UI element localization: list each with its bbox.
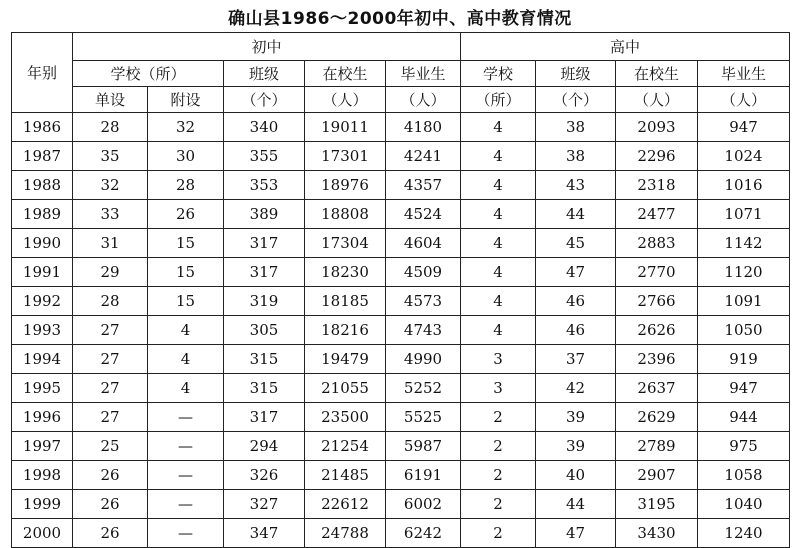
cell-junior-enrolled: 18976	[305, 171, 386, 200]
cell-junior-single: 28	[73, 113, 148, 142]
cell-senior-schools: 2	[461, 461, 536, 490]
cell-junior-enrolled: 18808	[305, 200, 386, 229]
cell-junior-attached: —	[148, 432, 224, 461]
cell-junior-single: 33	[73, 200, 148, 229]
table-row	[12, 403, 790, 432]
cell-junior-single: 29	[73, 258, 148, 287]
cell-junior-classes: 389	[224, 200, 305, 229]
cell-senior-enrolled: 2296	[616, 142, 698, 171]
cell-senior-schools: 4	[461, 171, 536, 200]
cell-junior-attached: 32	[148, 113, 224, 142]
education-table	[11, 32, 790, 548]
header-junior-graduates-unit: （人）	[386, 87, 461, 113]
cell-senior-schools: 4	[461, 113, 536, 142]
cell-year: 1999	[12, 490, 73, 519]
cell-senior-classes: 42	[536, 374, 616, 403]
header-senior-enrolled-unit: （人）	[616, 87, 698, 113]
cell-junior-graduates: 4573	[386, 287, 461, 316]
cell-junior-enrolled: 24788	[305, 519, 386, 548]
cell-senior-graduates: 919	[698, 345, 790, 374]
header-year: 年别	[12, 33, 73, 113]
cell-junior-enrolled: 19479	[305, 345, 386, 374]
cell-junior-single: 26	[73, 490, 148, 519]
cell-junior-attached: 4	[148, 345, 224, 374]
table-row	[12, 287, 790, 316]
cell-junior-classes: 294	[224, 432, 305, 461]
cell-senior-enrolled: 2789	[616, 432, 698, 461]
cell-junior-enrolled: 17301	[305, 142, 386, 171]
cell-junior-attached: —	[148, 490, 224, 519]
cell-senior-schools: 4	[461, 287, 536, 316]
cell-senior-classes: 47	[536, 519, 616, 548]
cell-year: 1990	[12, 229, 73, 258]
cell-senior-schools: 2	[461, 490, 536, 519]
cell-senior-graduates: 947	[698, 113, 790, 142]
cell-junior-enrolled: 21055	[305, 374, 386, 403]
cell-junior-graduates: 4180	[386, 113, 461, 142]
cell-senior-schools: 4	[461, 200, 536, 229]
cell-senior-classes: 46	[536, 316, 616, 345]
cell-year: 1987	[12, 142, 73, 171]
cell-junior-single: 27	[73, 374, 148, 403]
cell-junior-graduates: 4357	[386, 171, 461, 200]
cell-senior-enrolled: 2396	[616, 345, 698, 374]
table-header	[12, 33, 790, 113]
cell-senior-classes: 47	[536, 258, 616, 287]
cell-junior-enrolled: 18185	[305, 287, 386, 316]
cell-senior-classes: 46	[536, 287, 616, 316]
cell-junior-attached: 30	[148, 142, 224, 171]
cell-junior-graduates: 4509	[386, 258, 461, 287]
cell-senior-enrolled: 2318	[616, 171, 698, 200]
cell-senior-enrolled: 2629	[616, 403, 698, 432]
cell-senior-classes: 45	[536, 229, 616, 258]
cell-year: 2000	[12, 519, 73, 548]
cell-year: 1991	[12, 258, 73, 287]
cell-senior-schools: 2	[461, 519, 536, 548]
cell-junior-attached: 28	[148, 171, 224, 200]
table-row	[12, 258, 790, 287]
cell-junior-graduates: 4241	[386, 142, 461, 171]
cell-year: 1986	[12, 113, 73, 142]
header-junior-enrolled: 在校生	[305, 61, 386, 87]
cell-senior-classes: 39	[536, 432, 616, 461]
cell-junior-enrolled: 21254	[305, 432, 386, 461]
table-row	[12, 345, 790, 374]
cell-junior-classes: 315	[224, 345, 305, 374]
table-body	[12, 113, 790, 548]
header-junior-enrolled-unit: （人）	[305, 87, 386, 113]
cell-junior-single: 28	[73, 287, 148, 316]
cell-junior-classes: 355	[224, 142, 305, 171]
cell-junior-graduates: 6191	[386, 461, 461, 490]
cell-senior-schools: 4	[461, 316, 536, 345]
cell-junior-enrolled: 22612	[305, 490, 386, 519]
cell-senior-enrolled: 3430	[616, 519, 698, 548]
cell-year: 1993	[12, 316, 73, 345]
cell-senior-enrolled: 3195	[616, 490, 698, 519]
cell-junior-classes: 315	[224, 374, 305, 403]
cell-year: 1988	[12, 171, 73, 200]
cell-senior-schools: 4	[461, 258, 536, 287]
cell-junior-single: 26	[73, 519, 148, 548]
cell-junior-attached: 15	[148, 229, 224, 258]
table-row	[12, 461, 790, 490]
table-row	[12, 171, 790, 200]
cell-senior-classes: 38	[536, 142, 616, 171]
cell-junior-classes: 305	[224, 316, 305, 345]
cell-junior-classes: 353	[224, 171, 305, 200]
cell-senior-schools: 3	[461, 345, 536, 374]
header-senior-graduates: 毕业生	[698, 61, 790, 87]
cell-junior-graduates: 5987	[386, 432, 461, 461]
cell-senior-classes: 44	[536, 490, 616, 519]
cell-junior-attached: —	[148, 519, 224, 548]
table-row	[12, 374, 790, 403]
cell-junior-single: 27	[73, 345, 148, 374]
cell-senior-graduates: 1071	[698, 200, 790, 229]
table-row	[12, 490, 790, 519]
cell-senior-schools: 2	[461, 432, 536, 461]
cell-junior-single: 32	[73, 171, 148, 200]
cell-senior-classes: 44	[536, 200, 616, 229]
cell-senior-schools: 4	[461, 229, 536, 258]
cell-junior-classes: 327	[224, 490, 305, 519]
cell-junior-graduates: 4524	[386, 200, 461, 229]
cell-senior-graduates: 1120	[698, 258, 790, 287]
header-senior-schools-unit: （所）	[461, 87, 536, 113]
cell-year: 1989	[12, 200, 73, 229]
cell-senior-graduates: 947	[698, 374, 790, 403]
cell-junior-single: 26	[73, 461, 148, 490]
cell-junior-classes: 317	[224, 403, 305, 432]
cell-year: 1992	[12, 287, 73, 316]
cell-year: 1998	[12, 461, 73, 490]
cell-junior-classes: 319	[224, 287, 305, 316]
cell-senior-enrolled: 2637	[616, 374, 698, 403]
cell-senior-graduates: 1142	[698, 229, 790, 258]
cell-junior-single: 27	[73, 403, 148, 432]
cell-junior-graduates: 5525	[386, 403, 461, 432]
cell-junior-classes: 340	[224, 113, 305, 142]
cell-junior-graduates: 4604	[386, 229, 461, 258]
table-row	[12, 316, 790, 345]
cell-junior-attached: 15	[148, 258, 224, 287]
cell-senior-classes: 37	[536, 345, 616, 374]
cell-junior-graduates: 6002	[386, 490, 461, 519]
cell-junior-classes: 326	[224, 461, 305, 490]
header-senior-enrolled: 在校生	[616, 61, 698, 87]
header-single: 单设	[73, 87, 148, 113]
table-title: 确山县1986～2000年初中、高中教育情况	[228, 9, 572, 29]
cell-junior-single: 25	[73, 432, 148, 461]
cell-senior-enrolled: 2883	[616, 229, 698, 258]
cell-junior-single: 31	[73, 229, 148, 258]
cell-junior-classes: 317	[224, 229, 305, 258]
cell-junior-attached: —	[148, 461, 224, 490]
cell-senior-graduates: 1091	[698, 287, 790, 316]
cell-year: 1995	[12, 374, 73, 403]
header-junior-schools: 学校（所）	[73, 61, 224, 87]
cell-junior-enrolled: 18216	[305, 316, 386, 345]
cell-junior-enrolled: 19011	[305, 113, 386, 142]
cell-junior-attached: 15	[148, 287, 224, 316]
cell-senior-enrolled: 2770	[616, 258, 698, 287]
cell-junior-classes: 347	[224, 519, 305, 548]
cell-junior-attached: 26	[148, 200, 224, 229]
cell-senior-graduates: 1050	[698, 316, 790, 345]
cell-senior-enrolled: 2907	[616, 461, 698, 490]
cell-year: 1997	[12, 432, 73, 461]
cell-senior-schools: 3	[461, 374, 536, 403]
cell-senior-graduates: 1240	[698, 519, 790, 548]
header-senior-classes-unit: （个）	[536, 87, 616, 113]
cell-senior-schools: 2	[461, 403, 536, 432]
header-junior-graduates: 毕业生	[386, 61, 461, 87]
cell-junior-graduates: 4743	[386, 316, 461, 345]
header-senior-schools: 学校	[461, 61, 536, 87]
cell-junior-enrolled: 18230	[305, 258, 386, 287]
header-senior-classes: 班级	[536, 61, 616, 87]
cell-senior-graduates: 1058	[698, 461, 790, 490]
cell-junior-single: 27	[73, 316, 148, 345]
cell-junior-single: 35	[73, 142, 148, 171]
table-row	[12, 229, 790, 258]
cell-year: 1996	[12, 403, 73, 432]
cell-junior-attached: —	[148, 403, 224, 432]
cell-senior-graduates: 1024	[698, 142, 790, 171]
table-row	[12, 200, 790, 229]
cell-junior-enrolled: 23500	[305, 403, 386, 432]
cell-junior-graduates: 5252	[386, 374, 461, 403]
cell-junior-attached: 4	[148, 374, 224, 403]
header-attached: 附设	[148, 87, 224, 113]
cell-senior-graduates: 944	[698, 403, 790, 432]
cell-junior-enrolled: 21485	[305, 461, 386, 490]
table-row	[12, 142, 790, 171]
cell-senior-enrolled: 2766	[616, 287, 698, 316]
cell-junior-attached: 4	[148, 316, 224, 345]
header-junior-group: 初中	[73, 33, 461, 61]
cell-junior-graduates: 6242	[386, 519, 461, 548]
header-junior-classes: 班级	[224, 61, 305, 87]
cell-senior-classes: 38	[536, 113, 616, 142]
table-row	[12, 519, 790, 548]
cell-year: 1994	[12, 345, 73, 374]
cell-junior-enrolled: 17304	[305, 229, 386, 258]
cell-senior-schools: 4	[461, 142, 536, 171]
cell-senior-classes: 40	[536, 461, 616, 490]
cell-junior-graduates: 4990	[386, 345, 461, 374]
header-senior-group: 高中	[461, 33, 790, 61]
cell-senior-classes: 39	[536, 403, 616, 432]
table-row	[12, 113, 790, 142]
cell-senior-graduates: 1016	[698, 171, 790, 200]
cell-senior-enrolled: 2477	[616, 200, 698, 229]
cell-junior-classes: 317	[224, 258, 305, 287]
cell-senior-classes: 43	[536, 171, 616, 200]
header-junior-classes-unit: （个）	[224, 87, 305, 113]
table-row	[12, 432, 790, 461]
cell-senior-graduates: 1040	[698, 490, 790, 519]
cell-senior-enrolled: 2626	[616, 316, 698, 345]
cell-senior-graduates: 975	[698, 432, 790, 461]
header-senior-graduates-unit: （人）	[698, 87, 790, 113]
cell-senior-enrolled: 2093	[616, 113, 698, 142]
